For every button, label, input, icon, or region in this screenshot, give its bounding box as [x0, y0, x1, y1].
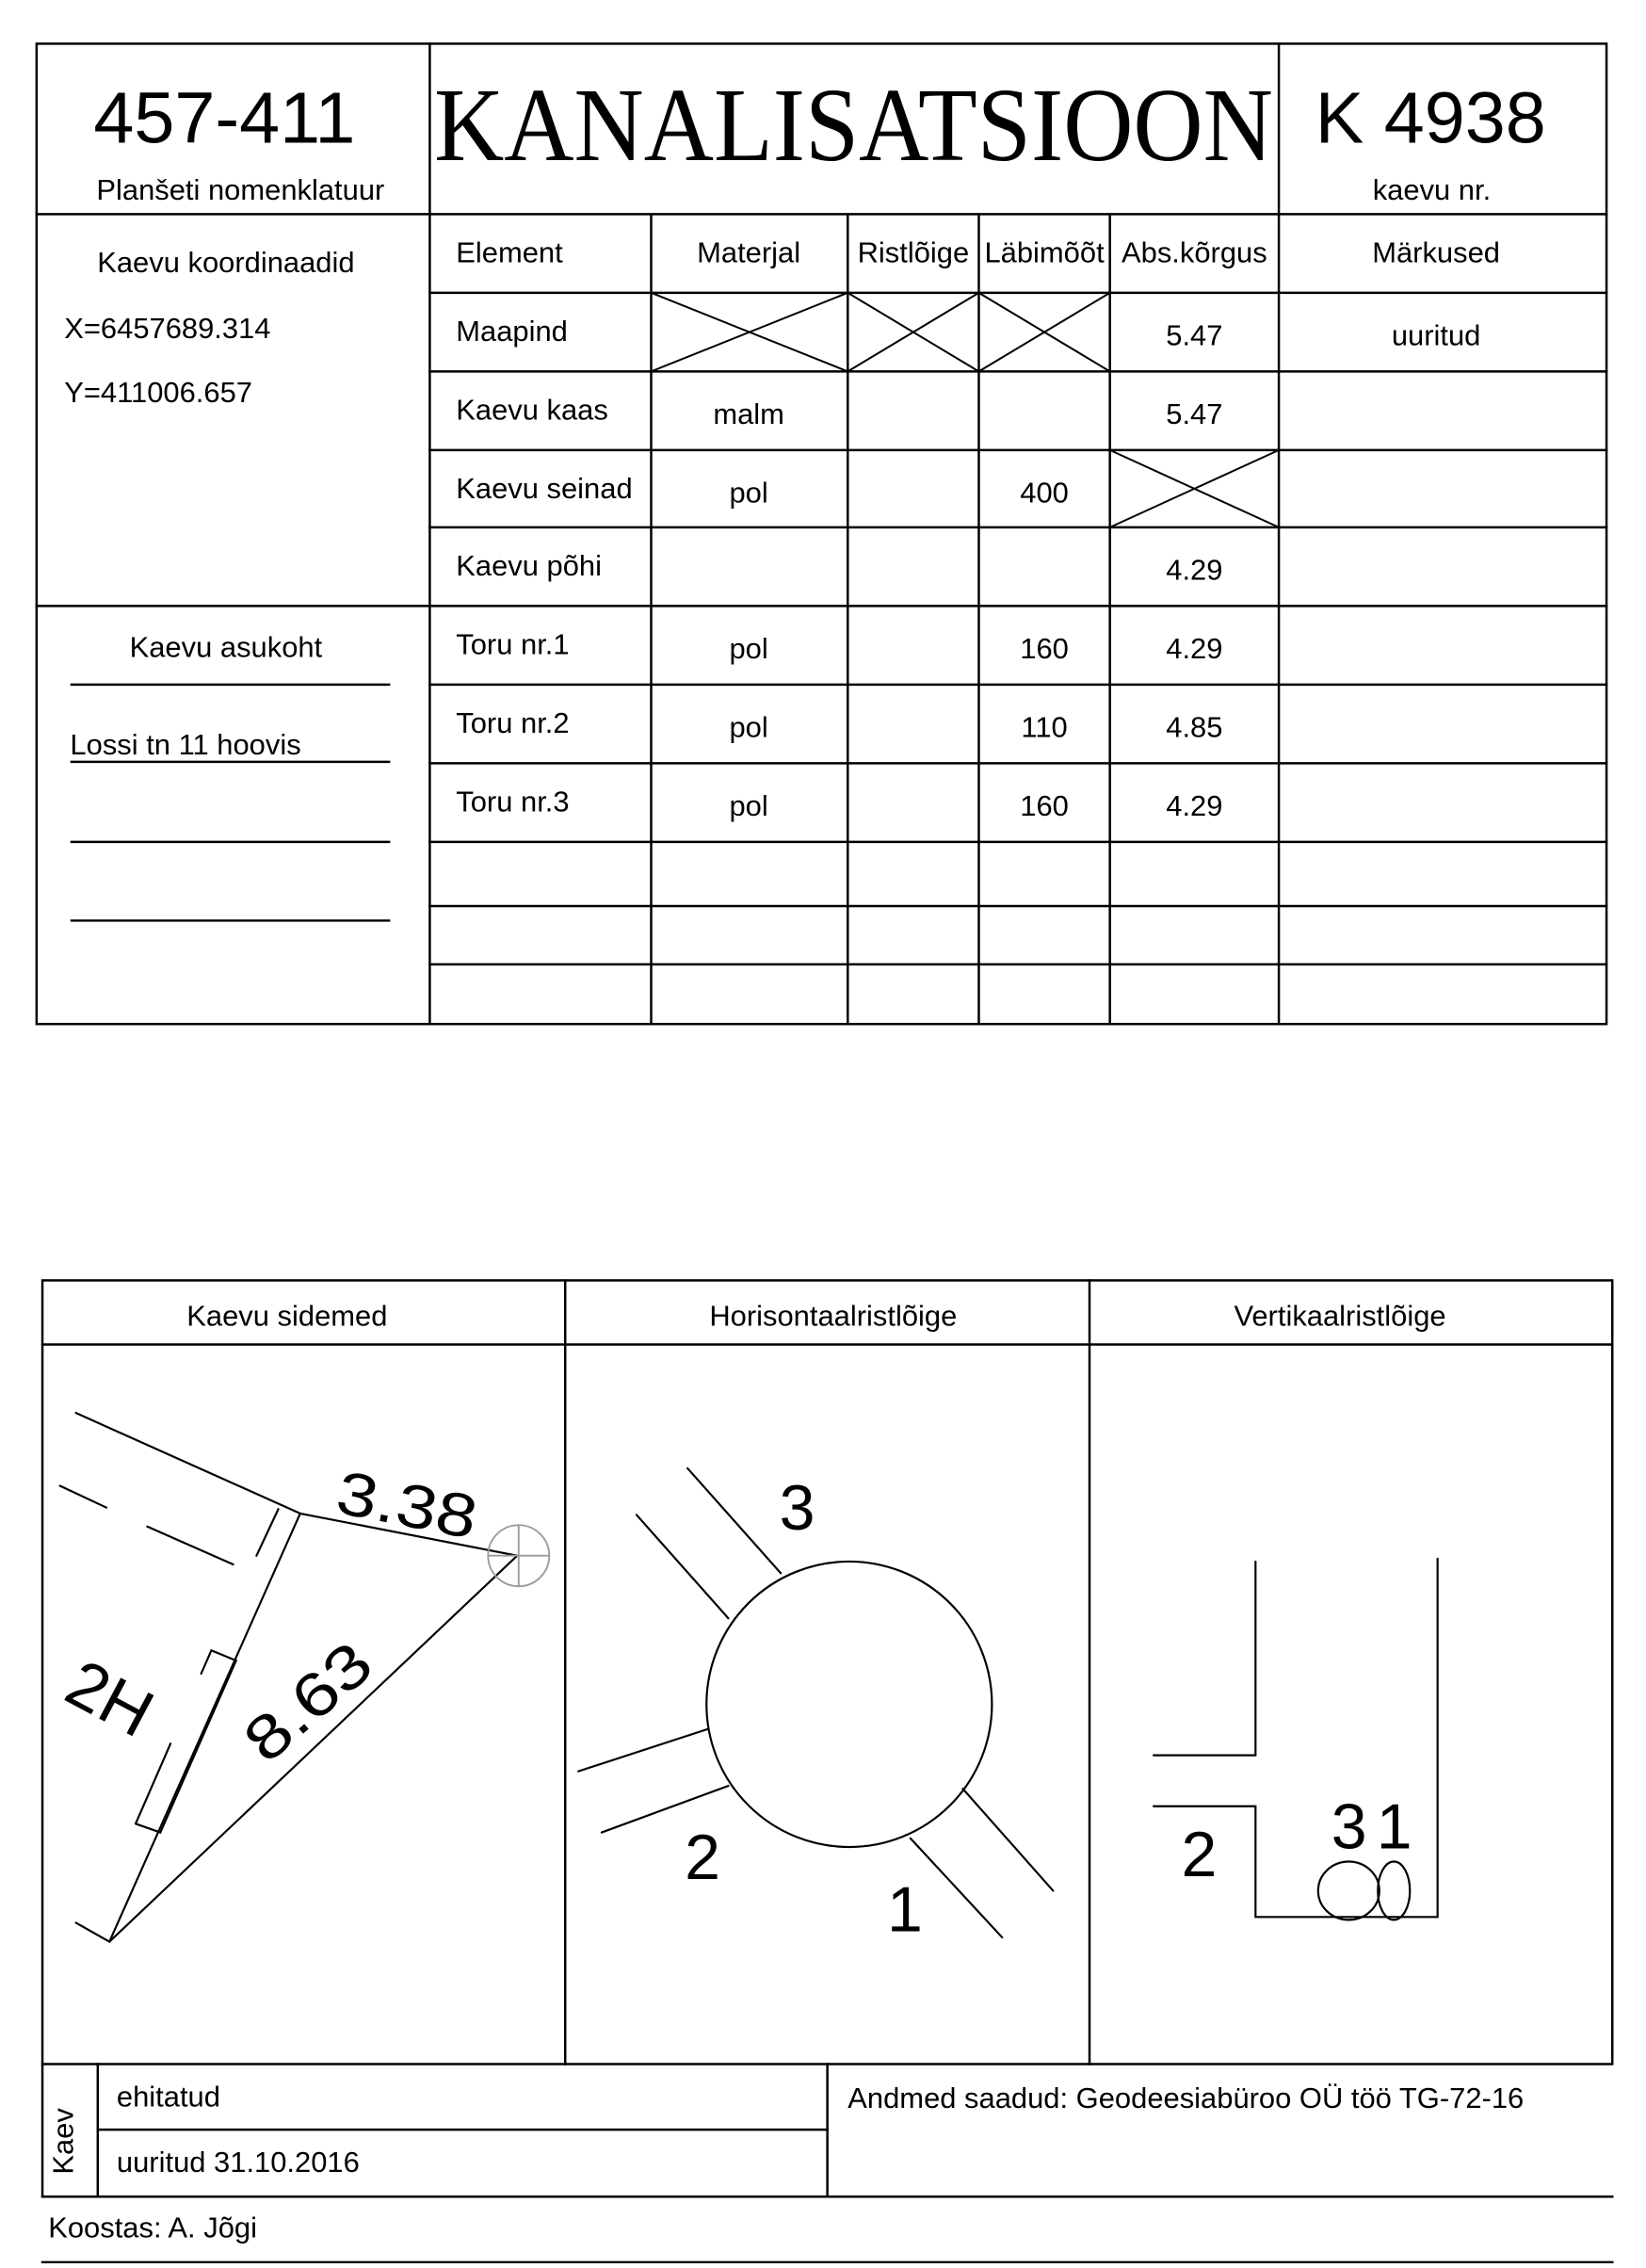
pipe-3-label: 3 — [1331, 1790, 1367, 1863]
dashed-edge-segment — [60, 1485, 106, 1507]
building-bracket-line — [202, 1650, 212, 1674]
pipe-3-edge — [637, 1515, 728, 1618]
coordinate-y: Y=411006.657 — [64, 375, 253, 409]
column-header-elevation: Abs.kõrgus — [1122, 235, 1267, 269]
distance-label: 8.63 — [230, 1644, 365, 1776]
vertical-section-sketch — [1154, 1559, 1438, 1920]
pipe-2-edge — [578, 1729, 708, 1772]
pipe-1-label: 1 — [1376, 1790, 1412, 1863]
cell-diameter: 160 — [1020, 632, 1069, 666]
location-block — [70, 631, 322, 762]
ties-sketch — [55, 1413, 550, 1941]
cell-remarks: uuritud — [1391, 318, 1481, 352]
ties-panel-title: Kaevu sidemed — [186, 1299, 388, 1333]
column-header-remarks: Märkused — [1372, 235, 1500, 269]
coordinates-label: Kaevu koordinaadid — [97, 246, 355, 280]
building-bracket-line — [211, 1650, 235, 1660]
sheet-number: 457-411 — [93, 77, 356, 159]
pipe-2-label: 2 — [685, 1822, 720, 1894]
cell-element: Kaevu põhi — [456, 548, 603, 582]
column-header-cross-section: Ristlõige — [857, 235, 970, 269]
horizontal-section-sketch — [578, 1468, 1053, 1946]
building-edge-line — [76, 1413, 300, 1514]
column-header-material: Materjal — [697, 235, 801, 269]
pipe-3-label: 3 — [779, 1471, 815, 1544]
pipe-3-edge — [687, 1468, 781, 1573]
cell-element: Kaevu seinad — [456, 471, 633, 505]
cell-elevation: 5.47 — [1166, 397, 1223, 431]
sketch-panels-border — [42, 1280, 1612, 2064]
building-bracket-line — [160, 1660, 235, 1832]
tie-line-long — [109, 1556, 517, 1942]
cell-element: Kaevu kaas — [456, 393, 608, 427]
cell-material: pol — [729, 632, 768, 666]
location-line: Lossi tn 11 hoovis — [70, 728, 301, 762]
cell-material: malm — [713, 397, 784, 431]
document-title: KANALISATSIOON — [434, 68, 1273, 185]
cell-elevation: 4.29 — [1166, 789, 1223, 823]
column-header-diameter: Läbimõõt — [984, 235, 1105, 269]
sketch-panels-grid — [42, 1280, 1612, 2064]
sheet-number-label: Planšeti nomenklatuur — [96, 172, 385, 206]
cell-elevation: 4.29 — [1166, 632, 1223, 666]
cell-elevation: 4.85 — [1166, 710, 1223, 744]
location-label: Kaevu asukoht — [129, 630, 323, 664]
cell-element: Toru nr.1 — [456, 627, 570, 661]
manhole-circle — [706, 1562, 992, 1847]
distance-label: 3.38 — [331, 1457, 461, 1548]
cell-material: pol — [729, 476, 768, 510]
well-status-label: Kaev — [46, 2108, 80, 2175]
pipe-3-opening — [1318, 1862, 1380, 1920]
manhole-wall-upper — [1154, 1562, 1255, 1756]
coordinates-block — [64, 246, 354, 409]
data-source: Andmed saadud: Geodeesiabüroo OÜ töö TG-72-16 — [847, 2081, 1525, 2114]
pipe-1-edge — [962, 1789, 1053, 1890]
built-status: ehitatud — [116, 2080, 220, 2114]
well-target-icon — [488, 1525, 549, 1586]
cell-diameter: 160 — [1020, 789, 1069, 823]
cell-elevation: 5.47 — [1166, 318, 1223, 352]
well-number-label: kaevu nr. — [1372, 172, 1492, 206]
coordinate-x: X=6457689.314 — [64, 311, 271, 345]
building-bracket-line — [136, 1823, 160, 1832]
pipe-1-edge — [911, 1839, 1002, 1937]
building-bracket-line — [136, 1743, 170, 1823]
cell-material: pol — [729, 710, 768, 744]
card-header — [93, 68, 1545, 206]
cell-element: Toru nr.3 — [456, 785, 570, 818]
column-header-element: Element — [456, 235, 563, 269]
cell-elevation: 4.29 — [1166, 553, 1223, 587]
horizontal-section-title: Horisontaalristlõige — [709, 1299, 958, 1333]
building-label: 2H — [54, 1645, 166, 1753]
building-corner-line — [76, 1922, 110, 1941]
dashed-edge-segment — [147, 1527, 233, 1564]
pipe-1-opening — [1378, 1862, 1410, 1920]
well-number: K 4938 — [1315, 77, 1546, 159]
pipe-1-label: 1 — [887, 1873, 923, 1946]
pipe-2-label: 2 — [1181, 1818, 1218, 1890]
vertical-section-title: Vertikaalristlõige — [1234, 1299, 1446, 1333]
cell-element: Maapind — [456, 314, 568, 348]
edge-tick — [256, 1509, 278, 1555]
card-footer — [42, 2064, 1612, 2261]
cell-material: pol — [729, 789, 768, 823]
author: Koostas: A. Jõgi — [48, 2211, 257, 2244]
cell-diameter: 110 — [1021, 710, 1068, 744]
cell-diameter: 400 — [1020, 476, 1069, 510]
cell-element: Toru nr.2 — [456, 705, 570, 739]
surveyed-status: uuritud 31.10.2016 — [116, 2145, 360, 2179]
